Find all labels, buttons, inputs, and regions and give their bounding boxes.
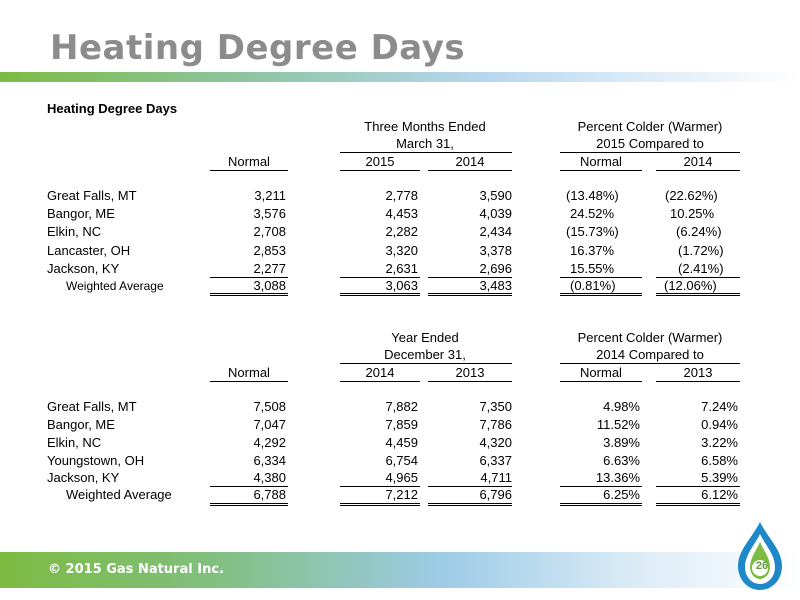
row-normal: 3,211 (254, 188, 286, 203)
section-heading: Heating Degree Days (47, 101, 178, 116)
row-pct-normal: 6.63% (603, 453, 640, 468)
total-label: Weighted Average (66, 279, 164, 293)
row-year2: 4,711 (480, 470, 512, 485)
row-pct-year: (1.72%) (678, 243, 724, 258)
row-pct-year: (22.62%) (665, 188, 718, 203)
row-pct-normal: (13.48%) (566, 188, 619, 203)
row-pct-normal: 11.52% (596, 417, 640, 432)
row-city: Great Falls, MT (47, 188, 137, 203)
column-header: 2013 (455, 365, 485, 380)
header-rule (210, 170, 288, 171)
row-normal: 2,853 (253, 243, 286, 258)
column-header: Normal (228, 365, 270, 380)
group-header-percent: Percent Colder (Warmer) (577, 119, 723, 134)
column-header: Normal (228, 154, 270, 169)
group-header-percent: Percent Colder (Warmer) (577, 330, 723, 345)
row-pct-normal: 24.52% (570, 206, 615, 221)
header-rule (340, 170, 420, 171)
row-year2: 2,696 (479, 261, 512, 276)
row-year2: 4,039 (479, 206, 512, 221)
header-rule (428, 170, 512, 171)
row-city: Elkin, NC (47, 224, 102, 239)
row-city: Elkin, NC (47, 435, 102, 450)
row-pct-year: 7.24% (701, 399, 738, 414)
total-pct-year: (12.06%) (664, 278, 717, 293)
slide-title: Heating Degree Days (50, 28, 466, 68)
row-city: Bangor, ME (47, 417, 115, 432)
page-number: 26 (755, 560, 769, 572)
row-year2: 3,590 (479, 188, 512, 203)
total-pct-normal: 6.25% (603, 487, 640, 502)
total-normal: 6,788 (253, 487, 286, 502)
group-header-march: March 31, (396, 136, 454, 151)
gas-drop-logo-icon (730, 520, 790, 592)
row-normal: 4,292 (253, 435, 286, 450)
row-normal: 7,508 (253, 399, 286, 414)
column-header: 2013 (683, 365, 713, 380)
row-year1: 4,965 (385, 470, 418, 485)
row-year1: 6,754 (385, 453, 418, 468)
row-city: Jackson, KY (47, 261, 120, 276)
double-rule (656, 293, 740, 296)
row-normal: 6,334 (253, 453, 286, 468)
total-year1: 3,063 (385, 278, 418, 293)
row-year1: 4,459 (385, 435, 418, 450)
footer-copyright: © 2015 Gas Natural Inc. (48, 562, 224, 577)
row-city: Great Falls, MT (47, 399, 137, 414)
row-pct-normal: 4.98% (603, 399, 640, 414)
row-pct-year: (2.41%) (678, 261, 724, 276)
row-normal: 2,277 (253, 261, 286, 276)
group-rule (560, 152, 740, 153)
header-rule (656, 170, 740, 171)
row-pct-normal: 13.36% (595, 470, 640, 485)
header-rule (656, 381, 740, 382)
column-header: 2014 (455, 154, 485, 169)
row-year2: 2,434 (479, 224, 512, 239)
row-year2: 6,337 (479, 453, 512, 468)
row-city: Lancaster, OH (47, 243, 131, 258)
double-rule (210, 503, 288, 506)
row-year1: 2,778 (385, 188, 418, 203)
row-year2: 4,320 (479, 435, 512, 450)
row-year1: 2,631 (385, 261, 418, 276)
group-header-year-ended: Year Ended (391, 330, 459, 345)
total-pct-normal: (0.81%) (570, 278, 616, 293)
row-pct-year: (6.24%) (676, 224, 722, 239)
row-normal: 4,380 (253, 470, 286, 485)
header-rule (560, 170, 642, 171)
double-rule (340, 503, 420, 506)
header-rule (428, 381, 512, 382)
group-header-december: December 31, (384, 347, 466, 362)
row-year1: 3,320 (385, 243, 418, 258)
row-pct-year: 10.25% (670, 206, 715, 221)
row-normal: 7,047 (253, 417, 286, 432)
row-year1: 7,859 (385, 417, 418, 432)
header-rule (340, 381, 420, 382)
row-pct-year: 5.39% (701, 470, 738, 485)
row-pct-normal: 3.89% (603, 435, 640, 450)
double-rule (656, 503, 740, 506)
group-header-compared: 2014 Compared to (596, 347, 704, 362)
row-pct-normal: 16.37% (570, 243, 615, 258)
row-normal: 3,576 (253, 206, 286, 221)
row-year1: 2,282 (385, 224, 418, 239)
row-year2: 7,786 (479, 417, 512, 432)
row-year2: 7,350 (479, 399, 512, 414)
total-year2: 3,483 (479, 278, 512, 293)
double-rule (428, 503, 512, 506)
column-header: Normal (580, 154, 622, 169)
header-rule (560, 381, 642, 382)
row-pct-year: 6.58% (701, 453, 738, 468)
total-year1: 7,212 (385, 487, 418, 502)
column-header: 2014 (365, 365, 395, 380)
title-gradient-bar (0, 72, 800, 82)
row-normal: 2,708 (253, 224, 286, 239)
row-city: Jackson, KY (47, 470, 120, 485)
row-pct-normal: 15.55% (570, 261, 615, 276)
total-pct-year: 6.12% (701, 487, 738, 502)
group-rule (340, 152, 512, 153)
row-pct-normal: (15.73%) (566, 224, 619, 239)
column-header: 2015 (365, 154, 395, 169)
row-city: Bangor, ME (47, 206, 115, 221)
group-rule (340, 363, 512, 364)
group-header-three-months: Three Months Ended (364, 119, 486, 134)
row-year1: 7,882 (385, 399, 418, 414)
double-rule (560, 503, 642, 506)
double-rule (560, 293, 642, 296)
column-header: 2014 (683, 154, 713, 169)
header-rule (210, 381, 288, 382)
double-rule (340, 293, 420, 296)
column-header: Normal (580, 365, 622, 380)
total-year2: 6,796 (479, 487, 512, 502)
double-rule (428, 293, 512, 296)
total-normal: 3,088 (253, 278, 286, 293)
group-rule (560, 363, 740, 364)
row-pct-year: 3.22% (701, 435, 738, 450)
row-year2: 3,378 (479, 243, 512, 258)
group-header-compared: 2015 Compared to (596, 136, 704, 151)
total-label: Weighted Average (66, 487, 172, 502)
row-year1: 4,453 (385, 206, 418, 221)
double-rule (210, 293, 288, 296)
row-pct-year: 0.94% (701, 417, 738, 432)
row-city: Youngstown, OH (47, 453, 145, 468)
